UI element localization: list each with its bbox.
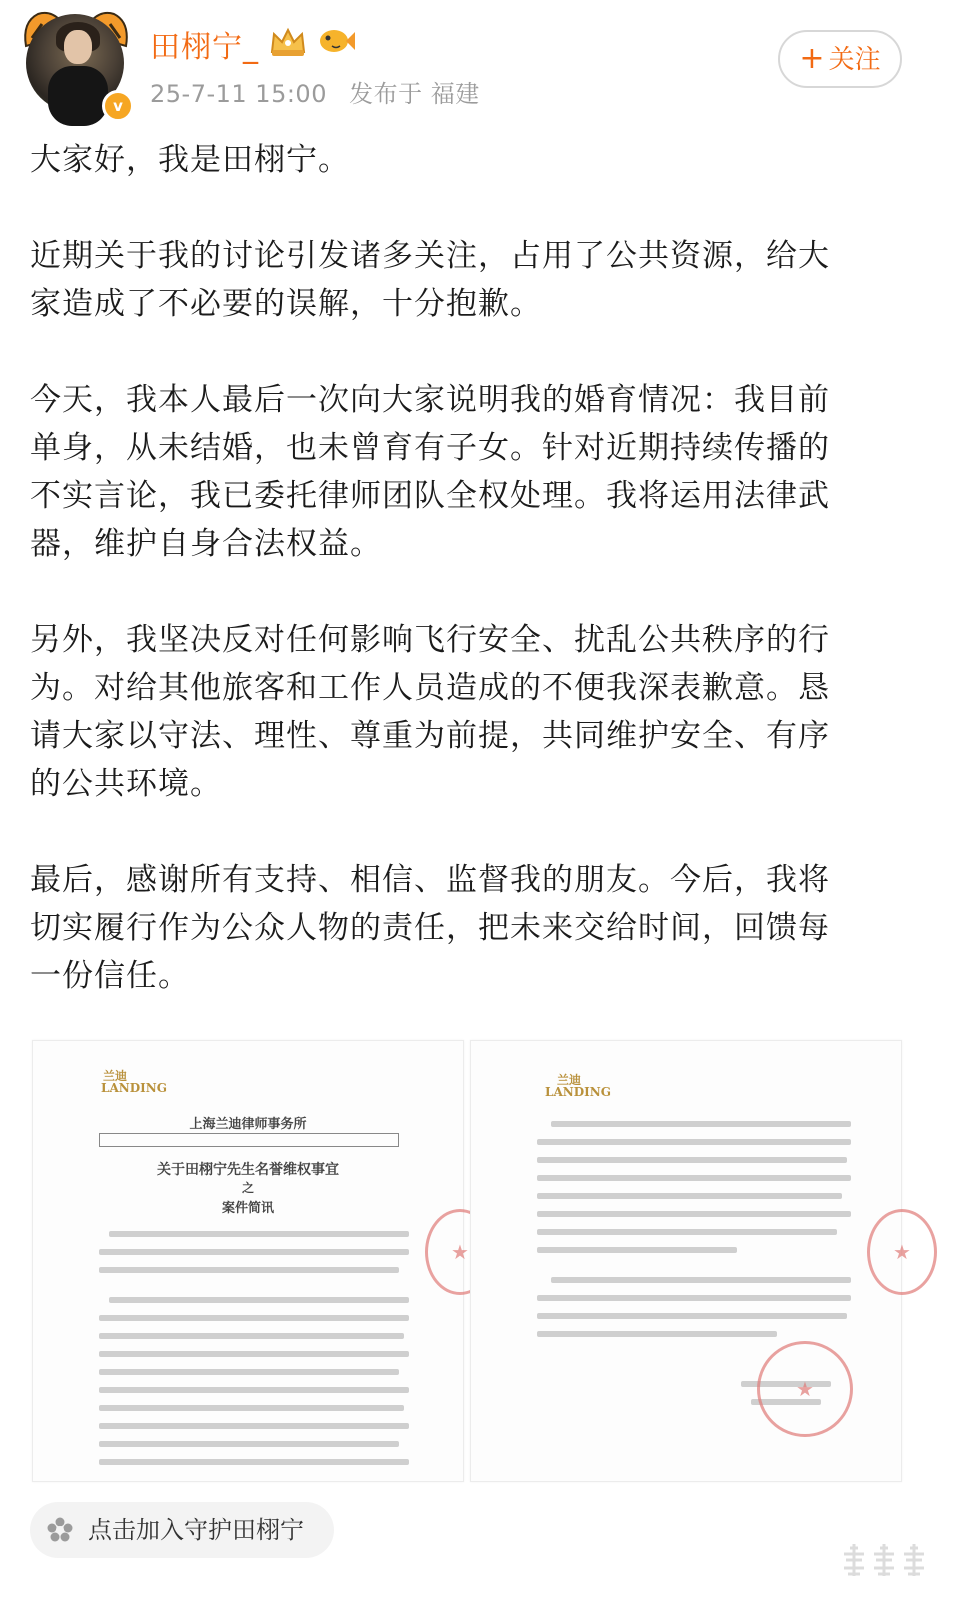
logo-en: LANDING (101, 1081, 167, 1095)
paragraph-1 (30, 136, 930, 184)
law-seal-icon: ★ (757, 1341, 853, 1437)
law-seal-icon: ★ (425, 1209, 495, 1295)
doc-title-zhi: 之 (241, 1181, 254, 1195)
plus-icon: + (799, 41, 825, 76)
firm-name: 上海兰迪律师事务所 (189, 1117, 307, 1132)
flower-icon (46, 1516, 74, 1544)
post-body (30, 136, 930, 1000)
text-line: 单身，从未结婚，也未曾育有子女。针对近期持续传播的 (30, 430, 830, 466)
username[interactable]: 田栩宁_ (150, 30, 259, 65)
text-line: 器，维护自身合法权益。 (30, 526, 382, 562)
text-line: 不实言论，我已委托律师团队全权处理。我将运用法律武 (30, 478, 830, 514)
text-line: 大家好，我是田栩宁。 (30, 142, 350, 178)
doc-text-line (537, 1229, 837, 1235)
doc-text-line (537, 1331, 777, 1337)
text-line: 请大家以守法、理性、尊重为前提，共同维护安全、有序 (30, 718, 830, 754)
doc-text-line (99, 1249, 409, 1255)
doc-title: 关于田栩宁先生名誉维权事宜 (157, 1162, 339, 1178)
follow-button[interactable] (778, 30, 902, 88)
watermark-logo-icon (830, 1540, 950, 1580)
doc-text-line (551, 1277, 851, 1283)
doc-text-line (99, 1267, 399, 1273)
fish-badge-icon (316, 26, 356, 56)
paragraph-2 (30, 232, 930, 328)
doc-text-line (537, 1247, 737, 1253)
doc-text-line (99, 1441, 399, 1447)
doc-text-line (99, 1369, 399, 1375)
doc-text-line (109, 1231, 409, 1237)
logo-cn: 兰迪 (103, 1069, 128, 1083)
avatar[interactable] (20, 8, 132, 120)
topic-label: 点击加入守护田栩宁 (88, 1516, 304, 1544)
text-line: 另外，我坚决反对任何影响飞行安全、扰乱公共秩序的行 (30, 622, 830, 658)
doc-text-line (109, 1297, 409, 1303)
doc-text-line (537, 1175, 851, 1181)
text-line: 为。对给其他旅客和工作人员造成的不便我深表歉意。恳 (30, 670, 830, 706)
doc-text-line (537, 1313, 847, 1319)
text-line: 最后，感谢所有支持、相信、监督我的朋友。今后，我将 (30, 862, 830, 898)
doc-text-line (99, 1405, 404, 1411)
follow-label: 关注 (828, 45, 881, 75)
logo-cn: 兰迪 (557, 1073, 582, 1087)
doc-text-line (537, 1211, 851, 1217)
doc-subtitle: 案件简讯 (221, 1201, 274, 1216)
doc-text-line (551, 1121, 851, 1127)
paragraph-3 (30, 376, 930, 568)
doc-text-line (537, 1193, 842, 1199)
doc-text-line (99, 1351, 409, 1357)
doc-text-line (537, 1139, 851, 1145)
paragraph-5 (30, 856, 930, 1000)
doc-text-line (99, 1459, 409, 1465)
doc-text-line (537, 1157, 847, 1163)
post-header (0, 0, 960, 130)
doc-text-line (99, 1315, 409, 1321)
post-meta (150, 74, 494, 109)
text-line: 一份信任。 (30, 958, 190, 994)
crown-badge-icon (268, 26, 308, 58)
document-image-1[interactable] (32, 1040, 469, 1482)
text-line: 今天，我本人最后一次向大家说明我的婚育情况：我目前 (30, 382, 830, 418)
text-line: 切实履行作为公众人物的责任，把未来交给时间，回馈每 (30, 910, 830, 946)
doc-text-line (99, 1423, 409, 1429)
law-seal-icon: ★ (867, 1209, 937, 1295)
post-time: 25-7-11 15:00 (150, 80, 327, 108)
doc-text-line (99, 1387, 409, 1393)
document-image-2[interactable] (470, 1040, 911, 1482)
logo-en: LANDING (545, 1085, 611, 1099)
post-location: 发布于 福建 (349, 80, 480, 108)
doc-text-line (537, 1295, 851, 1301)
super-topic-button[interactable] (30, 1502, 334, 1558)
text-line: 的公共环境。 (30, 766, 222, 802)
text-line: 近期关于我的讨论引发诸多关注，占用了公共资源，给大 (30, 238, 830, 274)
text-line: 家造成了不必要的误解，十分抱歉。 (30, 286, 542, 322)
doc-text-line (99, 1333, 404, 1339)
notice-box (99, 1133, 399, 1147)
paragraph-4 (30, 616, 930, 808)
verified-badge-icon: v (102, 90, 134, 122)
